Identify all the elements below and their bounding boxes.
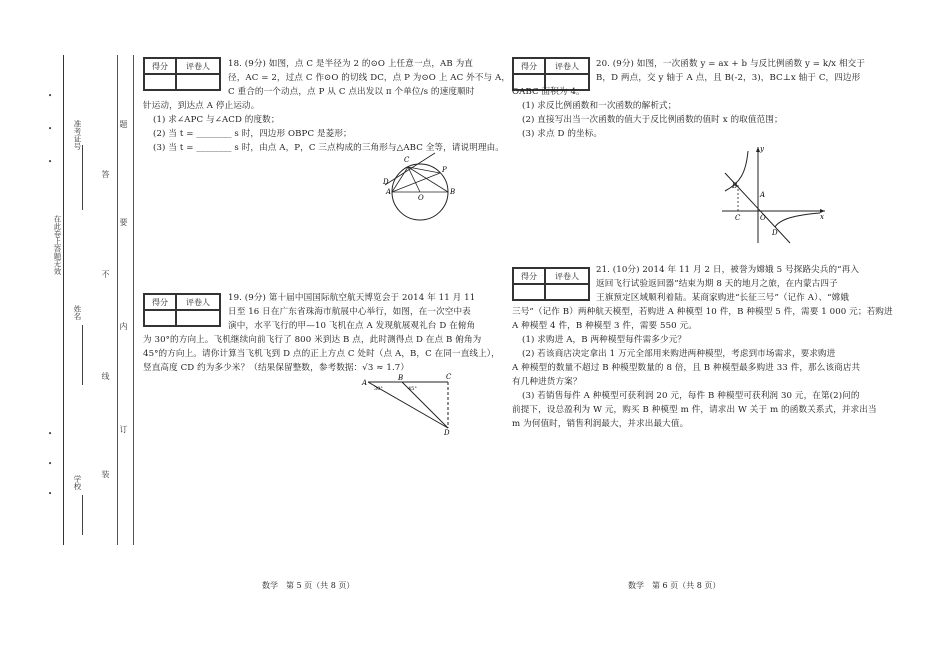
q18-label-p: P [442, 166, 447, 174]
grader-label: 评卷人 [545, 268, 589, 284]
binding-label-7: 订 [119, 425, 128, 433]
field-name: 姓名 [73, 305, 82, 320]
q21-part-2: (2) 若该商店决定拿出 1 万元全部用来购进两种模型，考虑到市场需求，要求购进 [522, 349, 836, 359]
question-20 [596, 57, 866, 85]
q20-label-d: D [772, 229, 778, 237]
binding-label-6: 线 [101, 372, 110, 380]
question-19 [228, 291, 476, 333]
q20-label-o: O [760, 214, 766, 222]
score-box-q19 [143, 293, 221, 327]
binding-label-5: 内 [119, 322, 128, 330]
score-cell [513, 284, 545, 300]
q19-label-a: A [362, 379, 368, 387]
q18-label-a: A [386, 188, 392, 196]
field-exam-number: 准考证号 [73, 120, 82, 150]
q18-label-b: B [450, 188, 456, 196]
binding-label-1: 题 [119, 120, 128, 128]
question-21 [596, 263, 860, 305]
binding-label-3: 要 [119, 218, 128, 226]
footer-right: 数学 第 6 页（共 8 页） [628, 581, 721, 590]
binding-instruction: 在此卷上答题无效 [53, 215, 62, 275]
q18-part-3: (3) 当 t = ________ s 时，由点 A，P，C 三点构成的三角形与△ABC 全等，请说明理由。 [153, 143, 504, 153]
q19-label-d: D [444, 429, 450, 437]
score-box-q21 [512, 267, 590, 301]
footer-left: 数学 第 5 页（共 8 页） [262, 581, 355, 590]
binding-label-8: 装 [101, 470, 110, 478]
binding-label-2: 答 [101, 170, 110, 178]
q19-line-2: 日至 16 日在广东省珠海市航展中心举行，如图，在一次空中表 [228, 307, 471, 317]
q21-line-4: 三号”（记作 B）两种航天模型，若购进 A 种模型 10 件，B 种模型 5 件，需要 1 000 元；若购进 [512, 307, 893, 317]
q18-label-o: O [418, 194, 424, 202]
q20-line-3: OABC 面积为 4。 [512, 87, 585, 97]
score-label: 得分 [513, 268, 545, 284]
q20-figure [720, 143, 830, 248]
q20-line-2: B，D 两点，交 y 轴于 A 点，且 B(-2，3)，BC⊥x 轴于 C，四边形 [596, 73, 861, 83]
q19-line-4: 为 30°的方向上。飞机继续向前飞行了 800 米到达 B 点，此时测得点 D 在点 B 俯角为 [143, 335, 482, 345]
score-cell [144, 310, 176, 326]
q19-line-3: 演中，水平飞行的甲—10 飞机在点 A 发现航展观礼台 D 在俯角 [228, 321, 476, 331]
grader-label: 评卷人 [176, 294, 220, 310]
q18-line-4: 针运动，到达点 A 停止运动。 [143, 101, 260, 111]
q19-figure [360, 372, 460, 437]
q20-label-c: C [735, 214, 741, 222]
q21-part-3-cont: 前提下，设总盈利为 W 元，购买 B 种模型 m 件，请求出 W 关于 m 的函数关系式，并求出当 [512, 405, 877, 415]
q20-label-a: A [760, 191, 766, 199]
q21-part-2-cont: A 种模型的数量不超过 B 种模型数量的 8 倍，且 B 种模型最多购进 33 件，那么该商店共 [512, 363, 861, 373]
q19-angle-30: 30° [374, 386, 383, 392]
q18-label-c: C [404, 156, 410, 164]
grader-label: 评卷人 [545, 58, 589, 74]
q20-part-3: (3) 求点 D 的坐标。 [522, 129, 603, 139]
grader-cell [545, 284, 589, 300]
q20-line-1: 20. (9分) 如图，一次函数 y = ax + b 与反比例函数 y = k/x 相交于 [596, 59, 866, 69]
q18-line-1: 18. (9分) 如图，点 C 是半径为 2 的⊙O 上任意一点，AB 为直 [228, 59, 473, 69]
score-label: 得分 [513, 58, 545, 74]
q21-line-1: 21. (10分) 2014 年 11 月 2 日，被誉为嫦娥 5 号探路尖兵的“再入 [596, 265, 860, 275]
q18-label-d: D [383, 178, 389, 186]
q21-part-3-cont2: m 为何值时，销售利润最大，并求出最大值。 [512, 419, 689, 429]
q18-part-2: (2) 当 t = ________ s 时，四边形 OBPC 是菱形； [153, 129, 352, 139]
q20-label-b: B [732, 182, 738, 190]
q19-line-5: 45°的方向上。请你计算当飞机飞到 D 点的正上方点 C 处时（点 A，B，C 在同一直线上）， [143, 349, 500, 359]
q20-part-1: (1) 求反比例函数和一次函数的解析式； [522, 101, 677, 111]
score-label: 得分 [144, 294, 176, 310]
score-label: 得分 [144, 58, 176, 74]
grader-cell [176, 310, 220, 326]
q20-part-2: (2) 直接写出当一次函数的值大于反比例函数的值时 x 的取值范围； [522, 115, 783, 125]
q21-line-2: 返回飞行试验返回器”结束为期 8 天的地月之旅，在内蒙古四子 [596, 279, 838, 289]
q21-part-2-cont2: 有几种进货方案？ [512, 377, 582, 387]
question-18-body [143, 71, 511, 155]
q21-line-5: A 种模型 4 件，B 种模型 3 件，需要 550 元。 [512, 321, 697, 331]
q19-line-6: 竖直高度 CD 约为多少米？（结果保留整数，参考数据：√3 ≈ 1.7） [143, 363, 410, 373]
q21-part-1: (1) 求购进 A，B 两种模型每件需多少元？ [522, 335, 687, 345]
question-19-body [143, 333, 500, 375]
q19-label-b: B [398, 374, 404, 382]
grader-label: 评卷人 [176, 58, 220, 74]
q20-label-x: x [820, 213, 824, 221]
q19-line-1: 19. (9分) 第十届中国国际航空航天博览会于 2014 年 11 月 11 [228, 293, 476, 303]
question-21-body [512, 305, 893, 431]
q19-angle-45: 45° [408, 386, 417, 392]
q18-figure [380, 150, 460, 225]
q19-label-c: C [446, 373, 452, 381]
question-18 [228, 57, 473, 71]
q18-part-1: (1) 求∠APC 与∠ACD 的度数； [153, 115, 280, 125]
q18-line-3: C 重合的一个动点，点 P 从 C 点出发以 π 个单位/s 的速度顺时 [228, 87, 475, 97]
q18-line-2: 径，AC = 2，过点 C 作⊙O 的切线 DC，点 P 为⊙O 上 AC 外不与 A， [228, 73, 511, 83]
q21-part-3: (3) 若销售每件 A 种模型可获利润 20 元，每件 B 种模型可获利润 30 元，在第(2)问的 [522, 391, 860, 401]
q20-label-y: y [760, 145, 764, 153]
field-school: 学校 [73, 475, 82, 490]
q21-line-3: 王旗预定区域顺利着陆。某商家购进“长征三号”（记作 A）、“嫦娥 [596, 293, 850, 303]
binding-label-4: 不 [101, 270, 110, 278]
question-20-body [512, 85, 842, 141]
